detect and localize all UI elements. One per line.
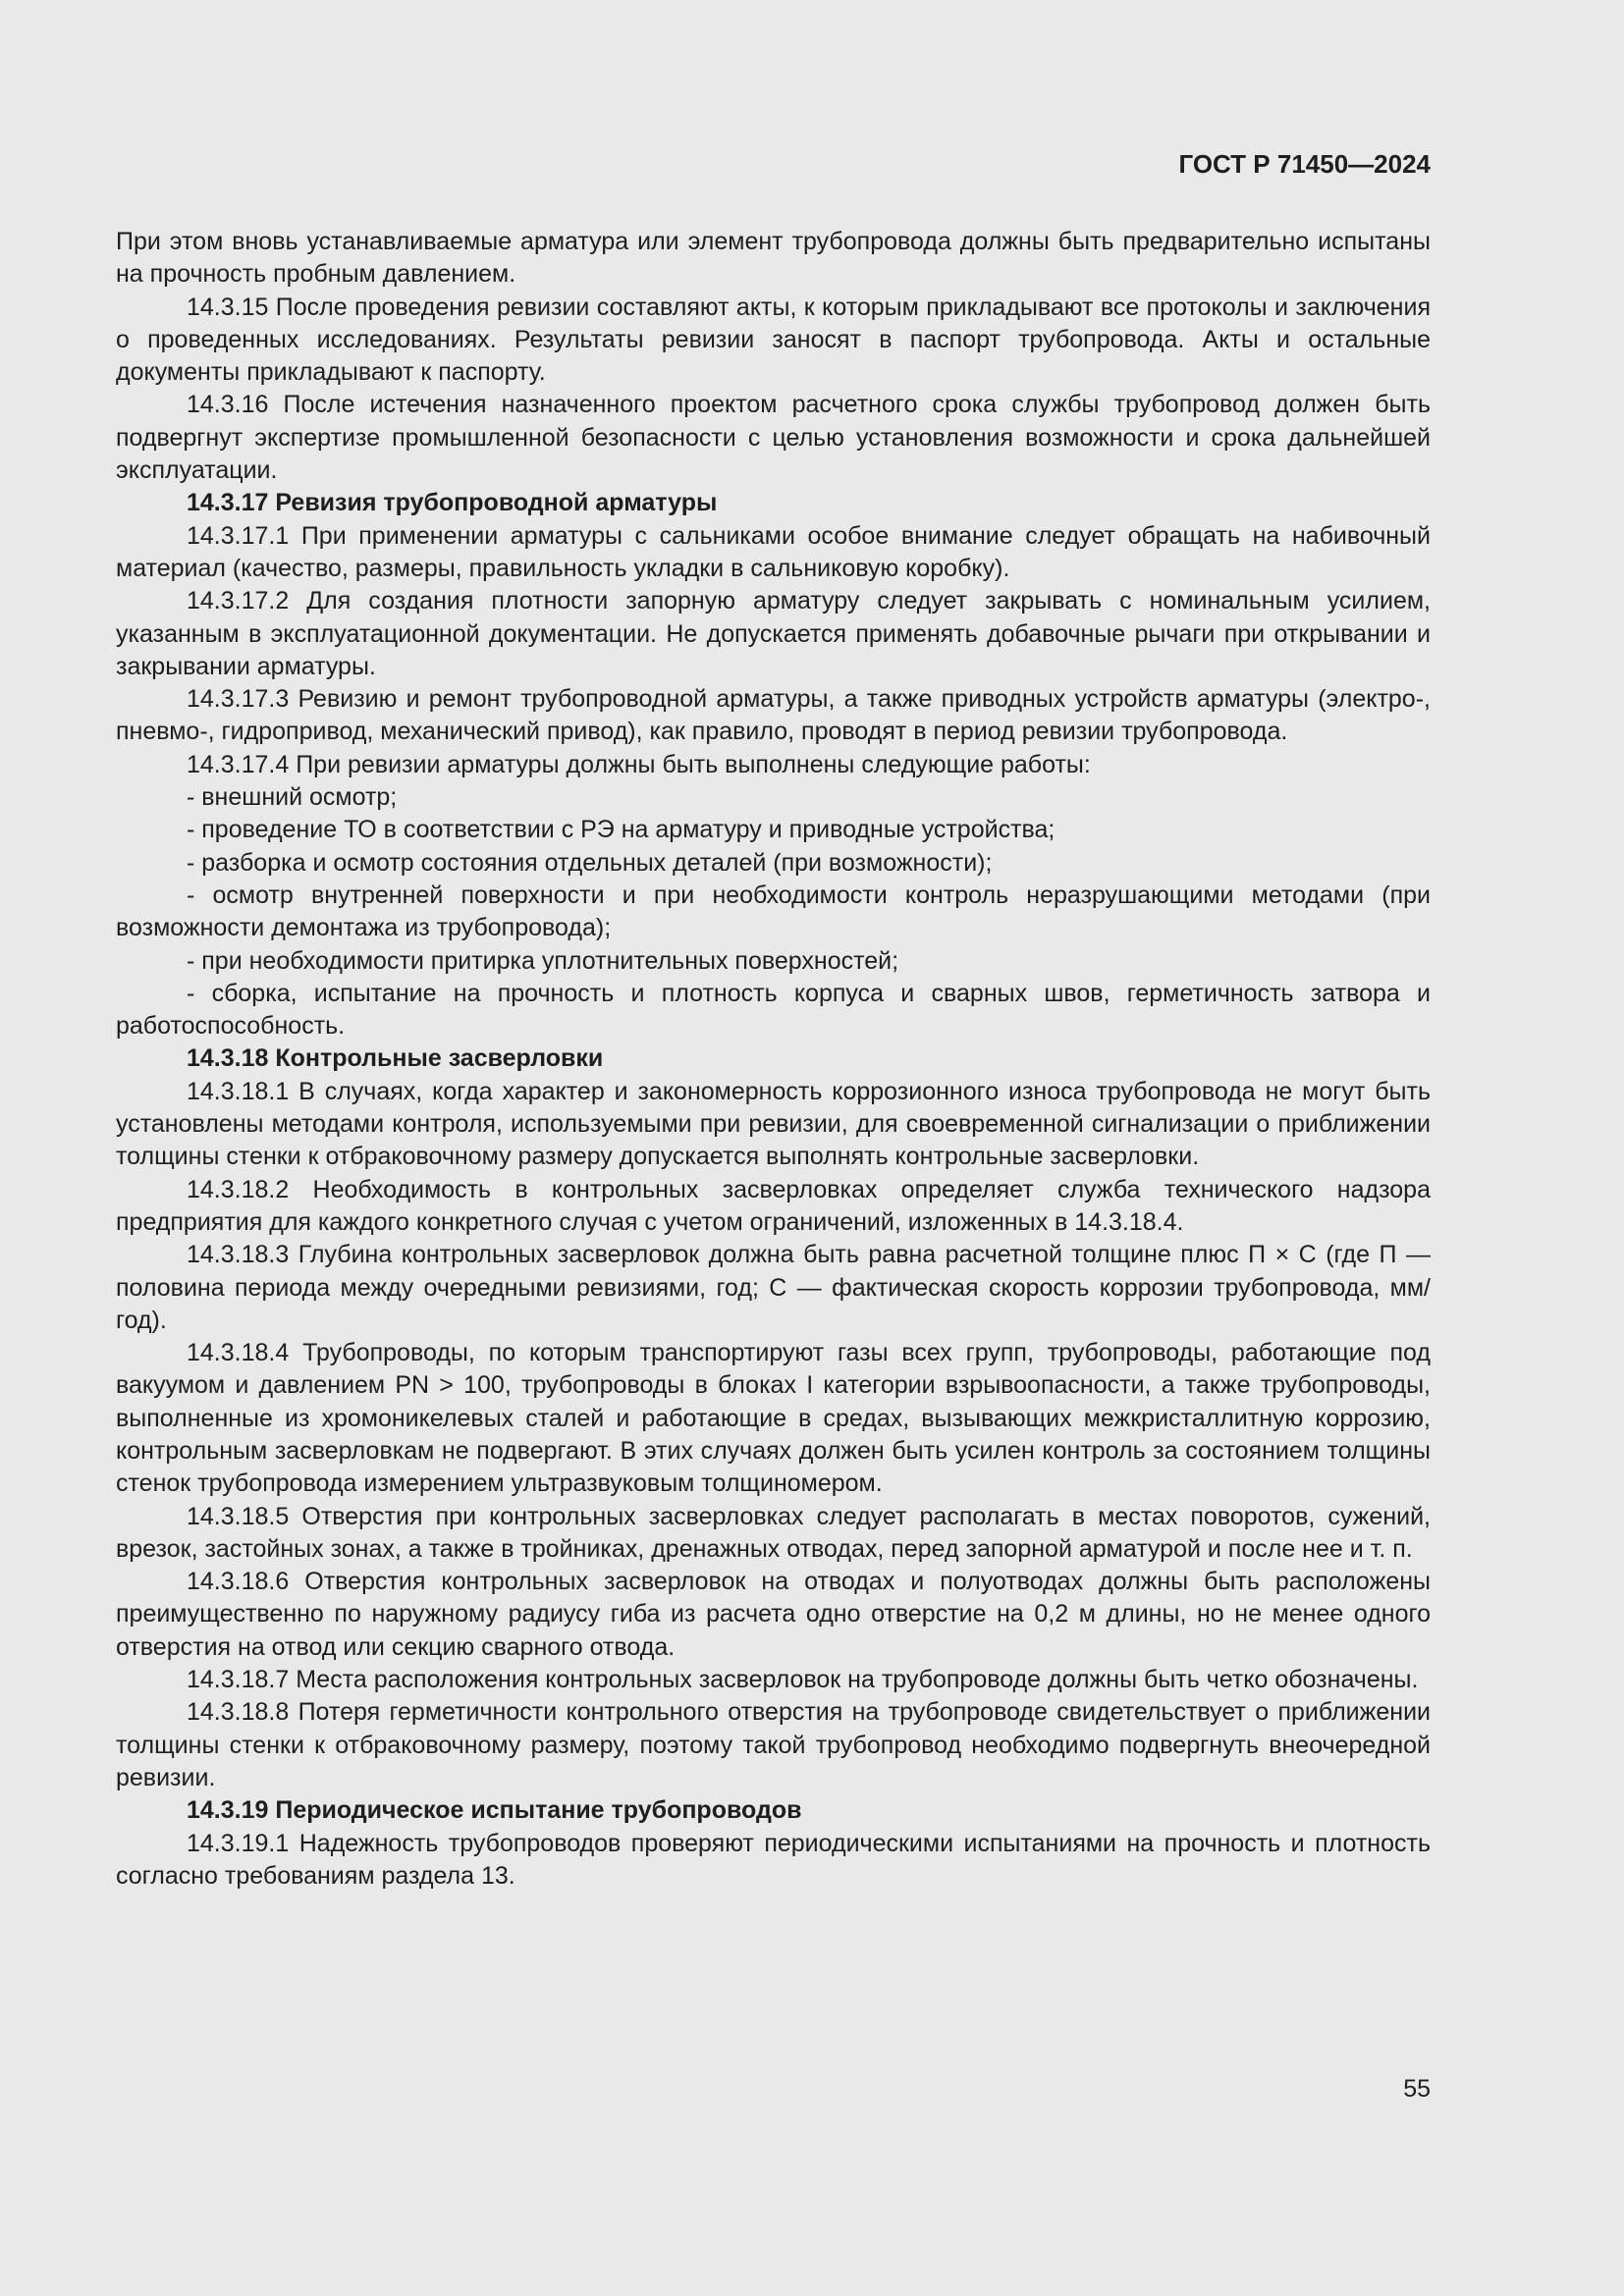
paragraph: 14.3.17.4 При ревизии арматуры должны быть выполнены следующие работы: xyxy=(187,750,1091,778)
section-heading: 14.3.17 Ревизия трубопроводной арматуры xyxy=(187,489,718,517)
document-number-header: ГОСТ Р 71450—2024 xyxy=(1178,149,1431,179)
body-text xyxy=(116,226,1431,1893)
list-item: - при необходимости притирка уплотнительных поверхностей; xyxy=(187,946,899,975)
paragraph: 14.3.19.1 Надежность трубопроводов проверяют периодическими испытаниями на прочность и плотность согласно требованиям раздела 13. xyxy=(116,1829,1431,1890)
paragraph: 14.3.18.8 Потеря герметичности контрольного отверстия на трубопроводе свидетельствует о приближении толщины стенки к отбраковочному размеру, поэтому такой трубопровод необходимо подвергнуть внеочередной ревизии. xyxy=(116,1698,1431,1791)
paragraph: 14.3.18.4 Трубопроводы, по которым транспортируют газы всех групп, трубопроводы, работающие под вакуумом и давлением PN > 100, трубопроводы в блоках I категории взрывоопасности, а также трубопроводы, выполненные из хромоникелевых сталей и работающие в средах, вызывающих межкристаллитную коррозию, контрольным засверловкам не подвергают. В этих случаях должен быть усилен контроль за состоянием толщины стенок трубопровода измерением ультразвуковым толщиномером. xyxy=(116,1339,1431,1498)
list-item: - разборка и осмотр состояния отдельных деталей (при возможности); xyxy=(187,848,993,877)
list-item: - проведение ТО в соответствии с РЭ на арматуру и приводные устройства; xyxy=(187,816,1056,844)
list-item: - внешний осмотр; xyxy=(187,783,398,812)
section-heading: 14.3.18 Контрольные засверловки xyxy=(187,1044,604,1073)
paragraph: 14.3.18.3 Глубина контрольных засверловок должна быть равна расчетной толщине плюс П × С (где П — половина периода между очередными ревизиями, год; С — фактическая скорость коррозии трубопровода, мм/год). xyxy=(116,1241,1431,1334)
section-heading: 14.3.19 Периодическое испытание трубопроводов xyxy=(187,1796,802,1825)
paragraph: 14.3.15 После проведения ревизии составляют акты, к которым прикладывают все протоколы и заключения о проведенных исследованиях. Результаты ревизии заносят в паспорт трубопровода. Акты и остальные документы прикладывают к паспорту. xyxy=(116,293,1431,387)
paragraph: 14.3.18.5 Отверстия при контрольных засверловках следует располагать в местах поворотов, сужений, врезок, застойных зонах, а также в тройниках, дренажных отводах, перед запорной арматурой и после нее и т. п. xyxy=(116,1502,1431,1563)
paragraph: 14.3.17.3 Ревизию и ремонт трубопроводной арматуры, а также приводных устройств арматуры (электро-, пневмо-, гидропривод, механический привод), как правило, проводят в период ревизии трубопровода. xyxy=(116,685,1431,746)
paragraph: 14.3.17.1 При применении арматуры с сальниками особое внимание следует обращать на набивочный материал (качество, размеры, правильность укладки в сальниковую коробку). xyxy=(116,521,1431,582)
paragraph: 14.3.16 После истечения назначенного проектом расчетного срока службы трубопровод должен быть подвергнут экспертизе промышленной безопасности с целью установления возможности и срока дальнейшей эксплуатации. xyxy=(116,391,1431,485)
paragraph: 14.3.18.2 Необходимость в контрольных засверловках определяет служба технического надзора предприятия для каждого конкретного случая с учетом ограничений, изложенных в 14.3.18.4. xyxy=(116,1175,1431,1236)
paragraph: 14.3.17.2 Для создания плотности запорную арматуру следует закрывать с номинальным усилием, указанным в эксплуатационной документации. Не допускается применять добавочные рычаги при открывании и закрывании арматуры. xyxy=(116,587,1431,680)
paragraph: 14.3.18.7 Места расположения контрольных засверловок на трубопроводе должны быть четко обозначены. xyxy=(187,1666,1419,1694)
list-item: - сборка, испытание на прочность и плотность корпуса и сварных швов, герметичность затвора и работоспособность. xyxy=(116,979,1431,1041)
paragraph: 14.3.18.6 Отверстия контрольных засверловок на отводах и полуотводах должны быть расположены преимущественно по наружному радиусу гиба из расчета одно отверстие на 0,2 м длины, но не менее одного отверстия на отвод или секцию сварного отвода. xyxy=(116,1568,1431,1661)
list-item: - осмотр внутренней поверхности и при необходимости контроль неразрушающими методами (при возможности демонтажа из трубопровода); xyxy=(116,881,1431,942)
paragraph: При этом вновь устанавливаемые арматура или элемент трубопровода должны быть предварительно испытаны на прочность пробным давлением. xyxy=(116,228,1431,289)
page-number: 55 xyxy=(1403,2075,1431,2103)
paragraph: 14.3.18.1 В случаях, когда характер и закономерность коррозионного износа трубопровода не могут быть установлены методами контроля, используемыми при ревизии, для своевременной сигнализации о приближении толщины стенки к отбраковочному размеру допускается выполнять контрольные засверловки. xyxy=(116,1077,1431,1171)
